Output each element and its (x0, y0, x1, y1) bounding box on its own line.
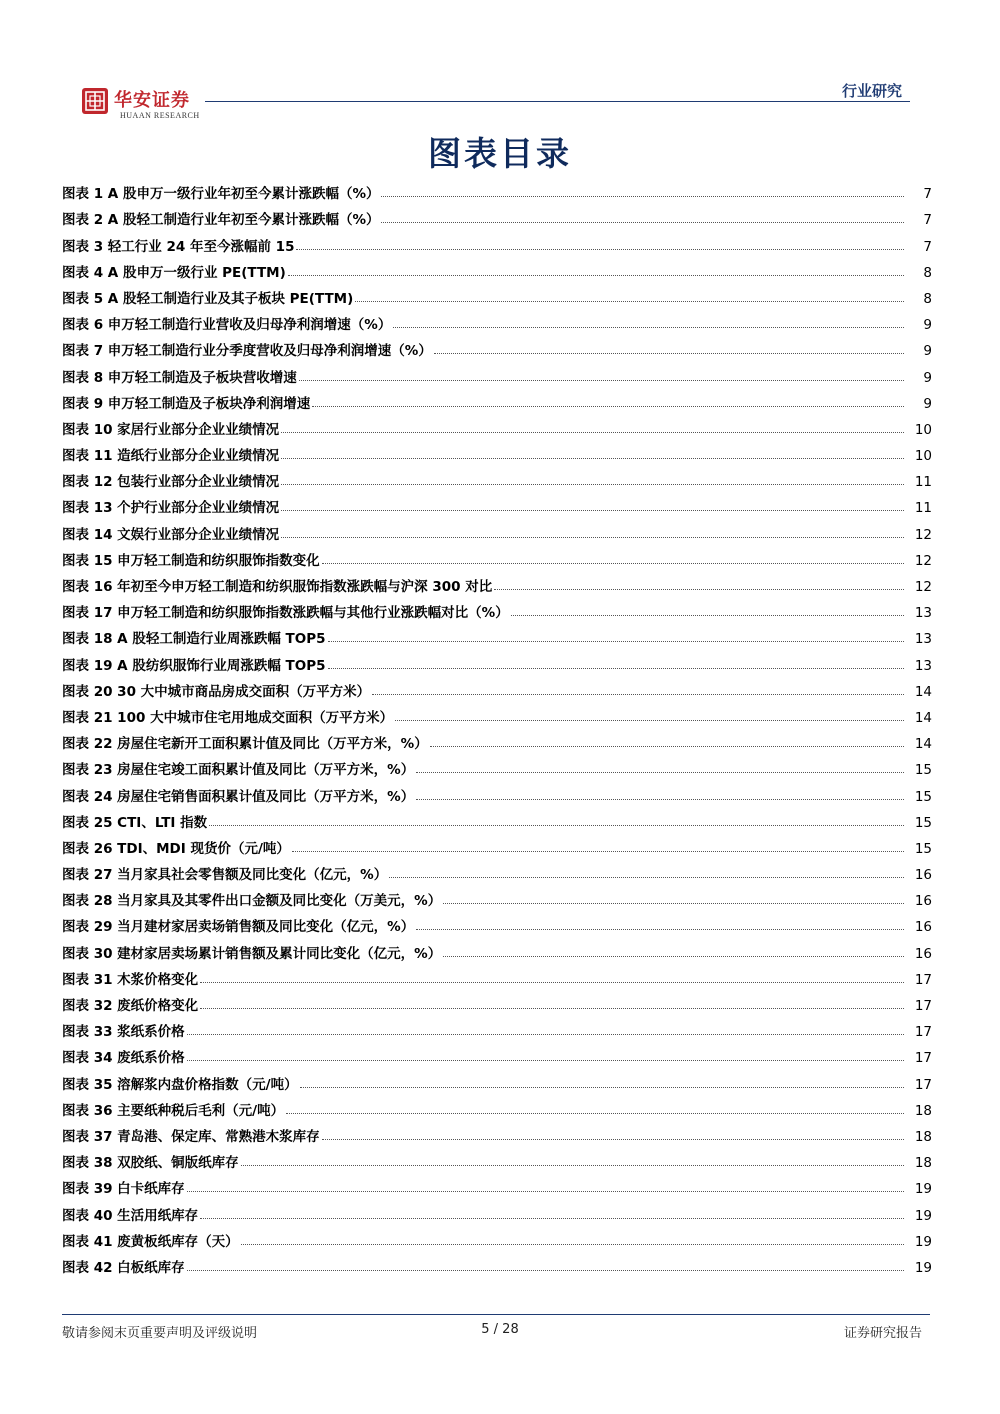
toc-entry-page: 15 (914, 814, 932, 831)
toc-leader-dots (389, 877, 904, 878)
toc-entry-label: 图表 9 申万轻工制造及子板块净利润增速 (62, 395, 311, 412)
toc-leader-dots (322, 1139, 904, 1140)
toc-entry[interactable] (62, 1066, 932, 1092)
toc-entry-label: 图表 40 生活用纸库存 (62, 1207, 199, 1224)
toc-entry-label: 图表 42 白板纸库存 (62, 1259, 185, 1276)
toc-entry-label: 图表 17 申万轻工制造和纺织服饰指数涨跌幅与其他行业涨跌幅对比（%） (62, 605, 509, 622)
toc-entry-page: 9 (923, 369, 932, 386)
toc-leader-dots (241, 1244, 904, 1245)
toc-leader-dots (286, 1113, 904, 1114)
toc-entry[interactable] (62, 988, 932, 1014)
toc-leader-dots (187, 1034, 904, 1035)
toc-entry-page: 11 (914, 500, 932, 517)
toc-entry[interactable] (62, 909, 932, 935)
toc-entry-page: 15 (914, 840, 932, 857)
footer-disclaimer: 敬请参阅末页重要声明及评级说明 (62, 1326, 258, 1341)
toc-entry[interactable] (62, 831, 932, 857)
toc-leader-dots (281, 510, 904, 511)
toc-entry[interactable] (62, 543, 932, 569)
footer-report-type: 证券研究报告 (843, 1326, 922, 1341)
toc-entry-label: 图表 27 当月家具社会零售额及同比变化（亿元，%） (62, 867, 388, 884)
toc-entry-label: 图表 37 青岛港、保定库、常熟港木浆库存 (62, 1128, 320, 1145)
toc-entry[interactable] (62, 883, 932, 909)
toc-entry[interactable] (62, 438, 932, 464)
toc-leader-dots (443, 903, 904, 904)
toc-leader-dots (328, 668, 904, 669)
toc-entry-page: 9 (923, 317, 932, 334)
toc-entry[interactable] (62, 805, 932, 831)
toc-entry-page: 14 (914, 709, 932, 726)
toc-leader-dots (494, 589, 904, 590)
toc-leader-dots (292, 851, 904, 852)
toc-leader-dots (187, 1060, 904, 1061)
toc-entry-page: 17 (914, 971, 932, 988)
toc-entry-label: 图表 20 30 大中城市商品房成交面积（万平方米） (62, 683, 371, 700)
toc-entry-page: 10 (914, 421, 932, 438)
toc-entry[interactable] (62, 1093, 932, 1119)
toc-entry[interactable] (62, 1014, 932, 1040)
toc-leader-dots (281, 484, 904, 485)
toc-leader-dots (296, 249, 904, 250)
toc-entry-label: 图表 10 家居行业部分企业业绩情况 (62, 421, 280, 438)
toc-entry-label: 图表 12 包装行业部分企业业绩情况 (62, 474, 280, 491)
toc-entry[interactable] (62, 359, 932, 385)
toc-entry[interactable] (62, 647, 932, 673)
footer-divider (62, 1314, 930, 1315)
toc-leader-dots (393, 327, 904, 328)
toc-entry-label: 图表 15 申万轻工制造和纺织服饰指数变化 (62, 552, 320, 569)
toc-entry-page: 9 (923, 343, 932, 360)
toc-entry-page: 13 (914, 631, 932, 648)
toc-entry[interactable] (62, 202, 932, 228)
toc-entry-page: 19 (914, 1207, 932, 1224)
toc-entry-page: 16 (914, 919, 932, 936)
toc-leader-dots (300, 1087, 904, 1088)
toc-entry-page: 17 (914, 1024, 932, 1041)
toc-leader-dots (299, 380, 904, 381)
toc-leader-dots (281, 458, 904, 459)
toc-entry-page: 11 (914, 474, 932, 491)
toc-leader-dots (430, 746, 904, 747)
toc-entry-page: 18 (914, 1102, 932, 1119)
seal-logo-icon (82, 88, 108, 114)
toc-leader-dots (416, 772, 904, 773)
toc-entry[interactable] (62, 674, 932, 700)
toc-entry-page: 19 (914, 1259, 932, 1276)
toc-entry-label: 图表 8 申万轻工制造及子板块营收增速 (62, 369, 297, 386)
page-header (0, 0, 1000, 130)
brand-name-en: HUAAN RESEARCH (120, 111, 200, 120)
toc-leader-dots (187, 1191, 904, 1192)
toc-entry-page: 14 (914, 736, 932, 753)
toc-leader-dots (416, 929, 904, 930)
toc-leader-dots (395, 720, 904, 721)
toc-entry-label: 图表 28 当月家具及其零件出口金额及同比变化（万美元，%） (62, 893, 442, 910)
toc-entry-page: 14 (914, 683, 932, 700)
page-number: 5 / 28 (481, 1322, 519, 1337)
toc-leader-dots (281, 432, 904, 433)
toc-leader-dots (200, 1218, 904, 1219)
toc-leader-dots (312, 406, 904, 407)
toc-entry[interactable] (62, 935, 932, 961)
toc-entry-label: 图表 23 房屋住宅竣工面积累计值及同比（万平方米，%） (62, 762, 415, 779)
toc-entry[interactable] (62, 255, 932, 281)
toc-entry-page: 9 (923, 395, 932, 412)
toc-leader-dots (381, 196, 904, 197)
toc-entry-page: 10 (914, 448, 932, 465)
toc-leader-dots (443, 956, 904, 957)
toc-leader-dots (288, 275, 904, 276)
toc-entry[interactable] (62, 700, 932, 726)
toc-entry[interactable] (62, 778, 932, 804)
toc-entry-page: 17 (914, 1050, 932, 1067)
toc-leader-dots (416, 799, 904, 800)
toc-entry-label: 图表 38 双胶纸、铜版纸库存 (62, 1155, 239, 1172)
toc-entry-label: 图表 34 废纸系价格 (62, 1050, 185, 1067)
header-divider (205, 101, 910, 102)
toc-entry-page: 7 (923, 186, 932, 203)
toc-entry-label: 图表 26 TDI、MDI 现货价（元/吨） (62, 840, 290, 857)
toc-entry-page: 13 (914, 657, 932, 674)
toc-entry-label: 图表 39 白卡纸库存 (62, 1181, 185, 1198)
toc-entry-label: 图表 6 申万轻工制造行业营收及归母净利润增速（%） (62, 317, 392, 334)
toc-entry-label: 图表 13 个护行业部分企业业绩情况 (62, 500, 280, 517)
toc-entry-label: 图表 14 文娱行业部分企业业绩情况 (62, 526, 280, 543)
toc-entry[interactable] (62, 726, 932, 752)
toc-entry[interactable] (62, 464, 932, 490)
toc-entry-page: 18 (914, 1128, 932, 1145)
toc-entry[interactable] (62, 1250, 932, 1276)
toc-entry-label: 图表 36 主要纸种税后毛利（元/吨） (62, 1102, 285, 1119)
toc-entry[interactable] (62, 386, 932, 412)
toc-entry-label: 图表 31 木浆价格变化 (62, 971, 199, 988)
toc-entry-page: 18 (914, 1155, 932, 1172)
toc-entry[interactable] (62, 228, 932, 254)
page-title: 图表目录 (428, 134, 572, 173)
toc-entry[interactable] (62, 857, 932, 883)
toc-entry[interactable] (62, 1145, 932, 1171)
toc-entry-label: 图表 2 A 股轻工制造行业年初至今累计涨跌幅（%） (62, 212, 380, 229)
toc-entry-page: 15 (914, 788, 932, 805)
toc-leader-dots (209, 825, 904, 826)
toc-leader-dots (187, 1270, 904, 1271)
toc-entry[interactable] (62, 333, 932, 359)
toc-entry-page: 16 (914, 893, 932, 910)
toc-entry-page: 16 (914, 945, 932, 962)
toc-entry-page: 8 (923, 264, 932, 281)
toc-entry[interactable] (62, 1040, 932, 1066)
toc-entry[interactable] (62, 281, 932, 307)
toc-entry-label: 图表 5 A 股轻工制造行业及其子板块 PE(TTM) (62, 290, 354, 307)
toc-leader-dots (355, 301, 904, 302)
toc-entry-label: 图表 4 A 股申万一级行业 PE(TTM) (62, 264, 286, 281)
toc-entry[interactable] (62, 412, 932, 438)
report-category: 行业研究 (841, 82, 902, 100)
toc-leader-dots (328, 641, 904, 642)
toc-entry[interactable] (62, 490, 932, 516)
toc-leader-dots (200, 982, 904, 983)
toc-entry-page: 17 (914, 1076, 932, 1093)
toc-entry-label: 图表 18 A 股轻工制造行业周涨跌幅 TOP5 (62, 631, 326, 648)
toc-entry-label: 图表 22 房屋住宅新开工面积累计值及同比（万平方米，%） (62, 736, 428, 753)
toc-entry[interactable] (62, 962, 932, 988)
toc-leader-dots (281, 537, 904, 538)
toc-entry[interactable] (62, 1119, 932, 1145)
toc-entry-label: 图表 19 A 股纺织服饰行业周涨跌幅 TOP5 (62, 657, 326, 674)
toc-entry-page: 15 (914, 762, 932, 779)
toc-leader-dots (200, 1008, 904, 1009)
toc-entry-page: 19 (914, 1181, 932, 1198)
toc-entry[interactable] (62, 569, 932, 595)
toc-entry-page: 17 (914, 998, 932, 1014)
toc-entry-page: 12 (914, 579, 932, 595)
toc-leader-dots (372, 694, 904, 695)
toc-entry-page: 19 (914, 1233, 932, 1250)
toc-entry[interactable] (62, 1197, 932, 1223)
toc-entry[interactable] (62, 176, 932, 202)
brand-name: 华安证券 (114, 90, 190, 111)
toc-entry[interactable] (62, 621, 932, 647)
toc-entry[interactable] (62, 1224, 932, 1250)
toc-entry-page: 7 (923, 238, 932, 255)
toc-entry-label: 图表 30 建材家居卖场累计销售额及累计同比变化（亿元，%） (62, 945, 442, 962)
toc-entry[interactable] (62, 595, 932, 621)
toc-entry-label: 图表 32 废纸价格变化 (62, 998, 199, 1014)
toc-leader-dots (322, 563, 904, 564)
toc-entry-label: 图表 33 浆纸系价格 (62, 1024, 185, 1041)
toc-entry-label: 图表 3 轻工行业 24 年至今涨幅前 15 (62, 238, 295, 255)
table-of-figures (62, 176, 932, 1276)
toc-entry-label: 图表 25 CTI、LTI 指数 (62, 814, 208, 831)
toc-leader-dots (511, 615, 904, 616)
toc-entry-label: 图表 1 A 股申万一级行业年初至今累计涨跌幅（%） (62, 186, 380, 203)
toc-entry[interactable] (62, 752, 932, 778)
toc-entry[interactable] (62, 1171, 932, 1197)
toc-entry-page: 7 (923, 212, 932, 229)
toc-entry-label: 图表 7 申万轻工制造行业分季度营收及归母净利润增速（%） (62, 343, 432, 360)
toc-leader-dots (434, 353, 904, 354)
toc-entry-page: 8 (923, 290, 932, 307)
toc-leader-dots (241, 1165, 904, 1166)
toc-leader-dots (381, 222, 904, 223)
toc-entry-page: 12 (914, 526, 932, 543)
toc-entry-label: 图表 29 当月建材家居卖场销售额及同比变化（亿元，%） (62, 919, 415, 936)
toc-entry[interactable] (62, 307, 932, 333)
toc-entry-label: 图表 41 废黄板纸库存（天） (62, 1233, 239, 1250)
toc-entry-page: 16 (914, 867, 932, 884)
toc-entry-page: 13 (914, 605, 932, 622)
toc-entry-label: 图表 24 房屋住宅销售面积累计值及同比（万平方米，%） (62, 788, 415, 805)
toc-entry-label: 图表 11 造纸行业部分企业业绩情况 (62, 448, 280, 465)
toc-entry[interactable] (62, 516, 932, 542)
toc-entry-page: 12 (914, 552, 932, 569)
toc-entry-label: 图表 16 年初至今申万轻工制造和纺织服饰指数涨跌幅与沪深 300 对比 (62, 579, 493, 595)
toc-entry-label: 图表 21 100 大中城市住宅用地成交面积（万平方米） (62, 709, 394, 726)
toc-entry-label: 图表 35 溶解浆内盘价格指数（元/吨） (62, 1076, 298, 1093)
